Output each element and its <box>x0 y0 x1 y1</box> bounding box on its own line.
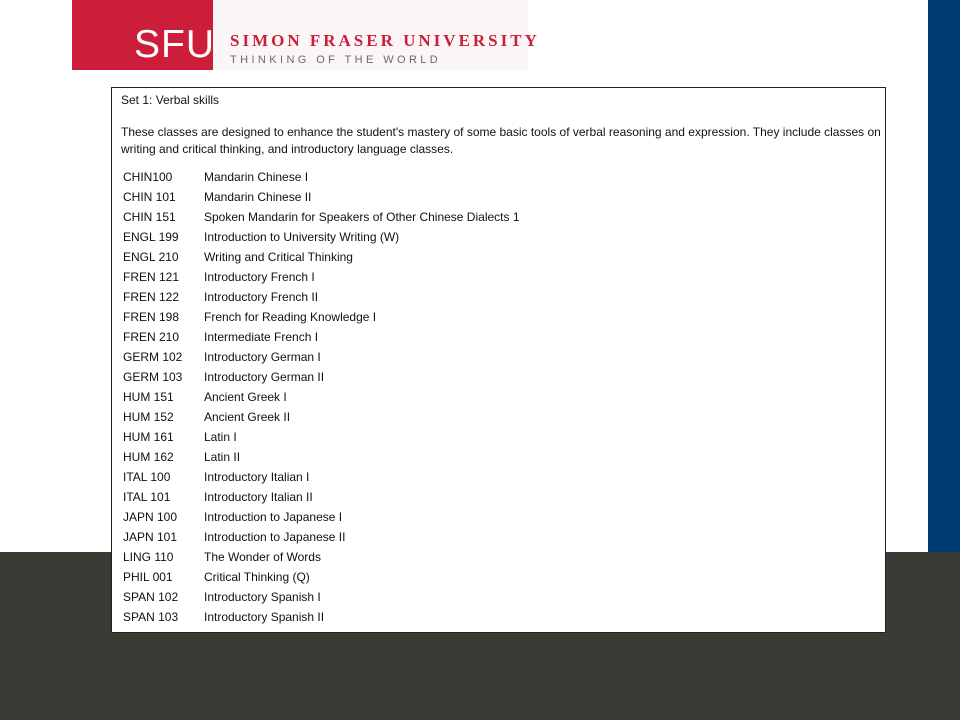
course-row <box>121 227 520 247</box>
course-row <box>121 587 520 607</box>
course-row <box>121 507 520 527</box>
course-code: SPAN 103 <box>123 610 179 624</box>
course-row <box>121 187 520 207</box>
course-row <box>121 347 520 367</box>
course-name: Introductory French I <box>204 270 315 284</box>
course-code: CHIN100 <box>123 170 173 184</box>
course-code: FREN 121 <box>123 270 180 284</box>
course-code: JAPN 100 <box>123 510 178 524</box>
course-row <box>121 327 520 347</box>
course-name: Introduction to Japanese I <box>204 510 343 524</box>
course-row <box>121 567 520 587</box>
course-name: Writing and Critical Thinking <box>204 250 353 264</box>
course-row <box>121 267 520 287</box>
course-name: Latin I <box>204 430 237 444</box>
course-row <box>121 407 520 427</box>
course-row <box>121 527 520 547</box>
course-row <box>121 427 520 447</box>
course-table <box>121 167 520 627</box>
course-code: HUM 162 <box>123 450 174 464</box>
course-code: PHIL 001 <box>123 570 173 584</box>
course-code: ENGL 210 <box>123 250 179 264</box>
course-name: Critical Thinking (Q) <box>204 570 310 584</box>
course-code: HUM 152 <box>123 410 174 424</box>
course-row <box>121 547 520 567</box>
course-name: Mandarin Chinese II <box>204 190 312 204</box>
course-code: FREN 198 <box>123 310 180 324</box>
course-code: CHIN 101 <box>123 190 176 204</box>
university-name: SIMON FRASER UNIVERSITY <box>230 31 540 50</box>
course-code: JAPN 101 <box>123 530 178 544</box>
course-name: Ancient Greek I <box>204 390 287 404</box>
course-row <box>121 307 520 327</box>
course-code: ITAL 101 <box>123 490 171 504</box>
course-row <box>121 387 520 407</box>
course-code: GERM 102 <box>123 350 183 364</box>
course-name: Introductory Italian I <box>204 470 310 484</box>
course-name: French for Reading Knowledge I <box>204 310 377 324</box>
course-name: Introductory French II <box>204 290 319 304</box>
course-name: Ancient Greek II <box>204 410 291 424</box>
course-code: HUM 161 <box>123 430 174 444</box>
course-row <box>121 367 520 387</box>
course-code: LING 110 <box>123 550 174 564</box>
sfu-logo <box>72 0 540 70</box>
course-name: Latin II <box>204 450 241 464</box>
course-row <box>121 207 520 227</box>
course-name: Introduction to University Writing (W) <box>204 230 400 244</box>
course-code: ITAL 100 <box>123 470 171 484</box>
course-name: Introduction to Japanese II <box>204 530 346 544</box>
course-code: GERM 103 <box>123 370 183 384</box>
course-code: CHIN 151 <box>123 210 176 224</box>
course-row <box>121 247 520 267</box>
logo-mark: SFU <box>134 23 215 66</box>
course-name: The Wonder of Words <box>204 550 321 564</box>
course-row <box>121 607 520 627</box>
university-tagline: THINKING OF THE WORLD <box>230 54 442 66</box>
course-code: FREN 210 <box>123 330 180 344</box>
course-name: Intermediate French I <box>204 330 319 344</box>
course-set-panel <box>111 87 886 633</box>
course-code: HUM 151 <box>123 390 174 404</box>
course-name: Introductory Spanish II <box>204 610 325 624</box>
course-name: Spoken Mandarin for Speakers of Other Chinese Dialects 1 <box>204 210 520 224</box>
course-row <box>121 167 520 187</box>
course-name: Introductory German II <box>204 370 325 384</box>
logo-red-block <box>72 0 213 70</box>
course-name: Introductory Spanish I <box>204 590 321 604</box>
course-name: Introductory German I <box>204 350 321 364</box>
course-name: Mandarin Chinese I <box>204 170 309 184</box>
set-description: These classes are designed to enhance the student's mastery of some basic tools of verbal reasoning and expression. They include classes on writing and critical thinking, and introductory language classes. <box>121 125 881 156</box>
course-code: ENGL 199 <box>123 230 179 244</box>
course-row <box>121 447 520 467</box>
course-code: FREN 122 <box>123 290 180 304</box>
course-row <box>121 487 520 507</box>
course-row <box>121 287 520 307</box>
set-title: Set 1: Verbal skills <box>121 93 220 107</box>
course-code: SPAN 102 <box>123 590 179 604</box>
side-stripe <box>928 0 960 552</box>
course-row <box>121 467 520 487</box>
course-name: Introductory Italian II <box>204 490 313 504</box>
